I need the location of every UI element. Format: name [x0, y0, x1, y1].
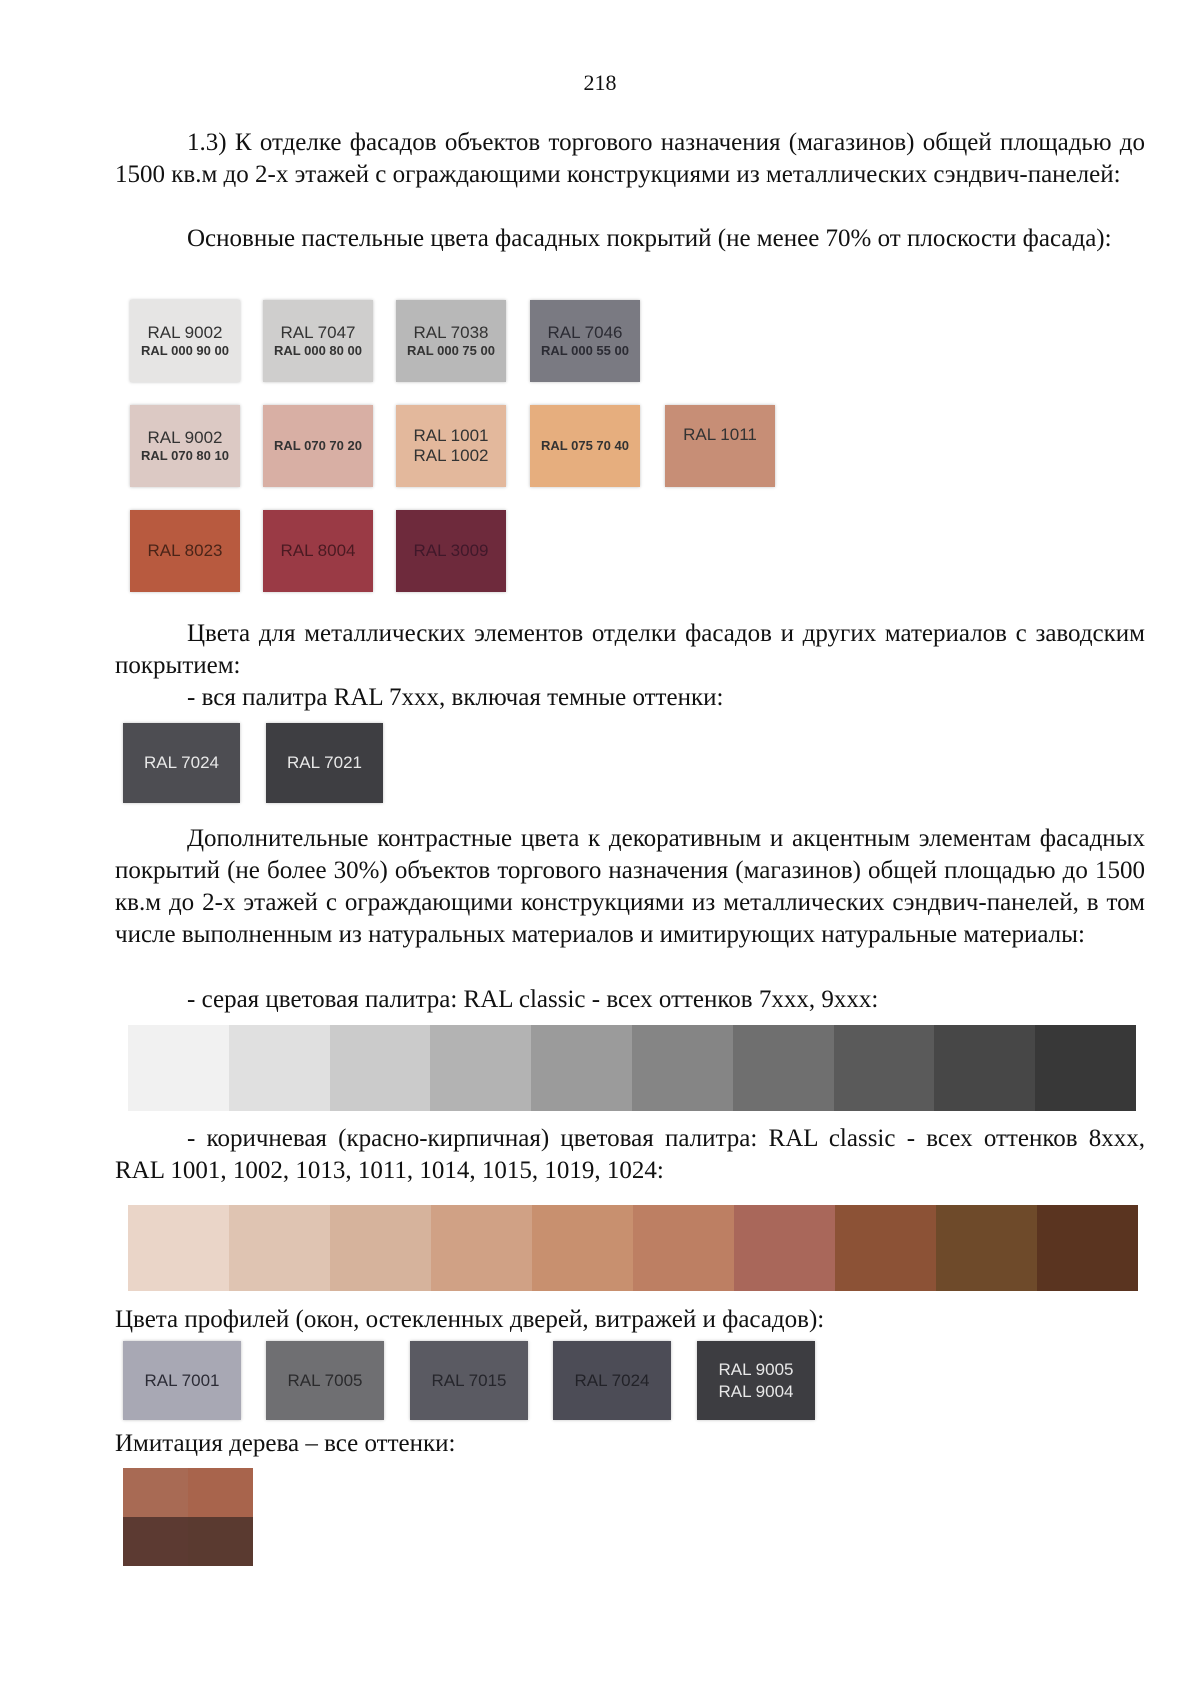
swatch-name: RAL 7024 [144, 753, 219, 772]
swatch-name: RAL 1001 [413, 426, 489, 445]
gray-swatch [430, 1025, 531, 1111]
brown-swatch [532, 1205, 633, 1291]
paragraph-intro: 1.3) К отделке фасадов объектов торгового назначения (магазинов) общей площадью до 1500 кв.м до 2-х этажей с ограждающими конструкциями из металлических сэндвич-панелей: [115, 129, 1145, 188]
wood-tile [188, 1468, 253, 1517]
swatch-code: RAL 000 55 00 [541, 343, 629, 358]
swatch-ral-9005-9004 [697, 1341, 815, 1420]
swatch-code: RAL 000 75 00 [407, 343, 495, 358]
gray-swatch [733, 1025, 834, 1111]
brown-swatch [734, 1205, 835, 1291]
swatch-ral-7024-profile [553, 1341, 671, 1420]
swatch-code: RAL 000 90 00 [141, 343, 229, 358]
swatch-name: RAL 8023 [147, 541, 223, 560]
paragraph-brown-palette: - коричневая (красно-кирпичная) цветовая палитра: RAL classic - всех оттенков 8xxx, RAL 1001, 1002, 1013, 1011, 1014, 1015, 1019, 1024: [115, 1125, 1145, 1184]
gray-palette-strip [128, 1025, 1136, 1111]
swatch-ral-8004 [263, 510, 373, 592]
swatch-ral-3009 [396, 510, 506, 592]
line-gray-palette: - серая цветовая палитра: RAL classic - всех оттенков 7xxx, 9xxx: [187, 986, 879, 1013]
swatch-ral-7046 [530, 300, 640, 382]
swatch-ral-7001 [123, 1341, 241, 1420]
wood-tile [123, 1517, 188, 1566]
gray-swatch [330, 1025, 431, 1111]
swatch-code: RAL 000 80 00 [274, 343, 362, 358]
brown-swatch [229, 1205, 330, 1291]
gray-swatch [934, 1025, 1035, 1111]
swatch-ral-9002-gray [130, 300, 240, 382]
swatch-name: RAL 7005 [287, 1370, 363, 1390]
paragraph-main-colors: Основные пастельные цвета фасадных покрытий (не менее 70% от плоскости фасада): [187, 225, 1112, 252]
swatch-name: RAL 7015 [431, 1370, 507, 1390]
gray-swatch [531, 1025, 632, 1111]
swatch-name: RAL 9002 [147, 428, 223, 447]
swatch-ral-075-70-40 [530, 405, 640, 487]
brown-palette-strip [128, 1205, 1138, 1291]
wood-tile [188, 1517, 253, 1566]
gray-swatch [632, 1025, 733, 1111]
wood-swatch [123, 1468, 253, 1566]
line-profile-colors: Цвета профилей (окон, остекленных дверей, витражей и фасадов): [115, 1306, 825, 1333]
swatch-ral-8023 [130, 510, 240, 592]
wood-tile [123, 1468, 188, 1517]
swatch-name: RAL 7046 [547, 323, 623, 342]
swatch-name: RAL 3009 [413, 541, 489, 560]
brown-swatch [128, 1205, 229, 1291]
page-number: 218 [583, 70, 617, 95]
swatch-ral-9002-pink [130, 405, 240, 487]
swatch-name: RAL 7047 [280, 323, 356, 342]
brown-swatch [330, 1205, 431, 1291]
brown-swatch [835, 1205, 936, 1291]
line-wood-imitation: Имитация дерева – все оттенки: [115, 1430, 456, 1457]
paragraph-metal-colors: Цвета для металлических элементов отделки фасадов и других материалов с заводским покрытием: [115, 620, 1145, 679]
swatch-name: RAL 9002 [147, 323, 223, 342]
swatch-code: RAL 075 70 40 [541, 438, 629, 453]
swatch-ral-7005 [266, 1341, 384, 1420]
swatch-name: RAL 9005 [718, 1359, 794, 1379]
gray-swatch [1035, 1025, 1136, 1111]
swatch-ral-1011 [665, 405, 775, 487]
swatch-ral-7047 [263, 300, 373, 382]
swatch-code: RAL 070 70 20 [274, 438, 362, 453]
gray-swatch [128, 1025, 229, 1111]
line-ral-7xxx: - вся палитра RAL 7xxx, включая темные оттенки: [187, 684, 724, 711]
swatch-name: RAL 1011 [683, 425, 757, 444]
brown-swatch [936, 1205, 1037, 1291]
swatch-ral-070-70-20 [263, 405, 373, 487]
swatch-name: RAL 8004 [280, 541, 356, 560]
paragraph-contrast-colors: Дополнительные контрастные цвета к декоративным и акцентным элементам фасадных покрытий (не более 30%) объектов торгового назначения (магазинов) общей площадью до 1500 кв.м до 2-х этажей с ограждающими конструкциями из металлических сэндвич-панелей, в том числе выполненным из натуральных материалов и имитирующих натуральные материалы: [115, 825, 1145, 948]
swatch-ral-7024-metal [123, 723, 240, 803]
swatch-name-secondary: RAL 9004 [718, 1381, 794, 1401]
swatch-name: RAL 7001 [144, 1370, 220, 1390]
gray-swatch [834, 1025, 935, 1111]
swatch-name: RAL 7024 [574, 1370, 650, 1390]
swatch-name: RAL 7038 [413, 323, 489, 342]
swatch-ral-1001-1002 [396, 405, 506, 487]
swatch-ral-7021-metal [266, 723, 383, 803]
swatch-ral-7015 [410, 1341, 528, 1420]
brown-swatch [431, 1205, 532, 1291]
swatch-ral-7038 [396, 300, 506, 382]
swatch-code: RAL 070 80 10 [141, 448, 229, 463]
swatch-name-secondary: RAL 1002 [413, 446, 489, 465]
brown-swatch [1037, 1205, 1138, 1291]
gray-swatch [229, 1025, 330, 1111]
swatch-name: RAL 7021 [287, 753, 362, 772]
brown-swatch [633, 1205, 734, 1291]
